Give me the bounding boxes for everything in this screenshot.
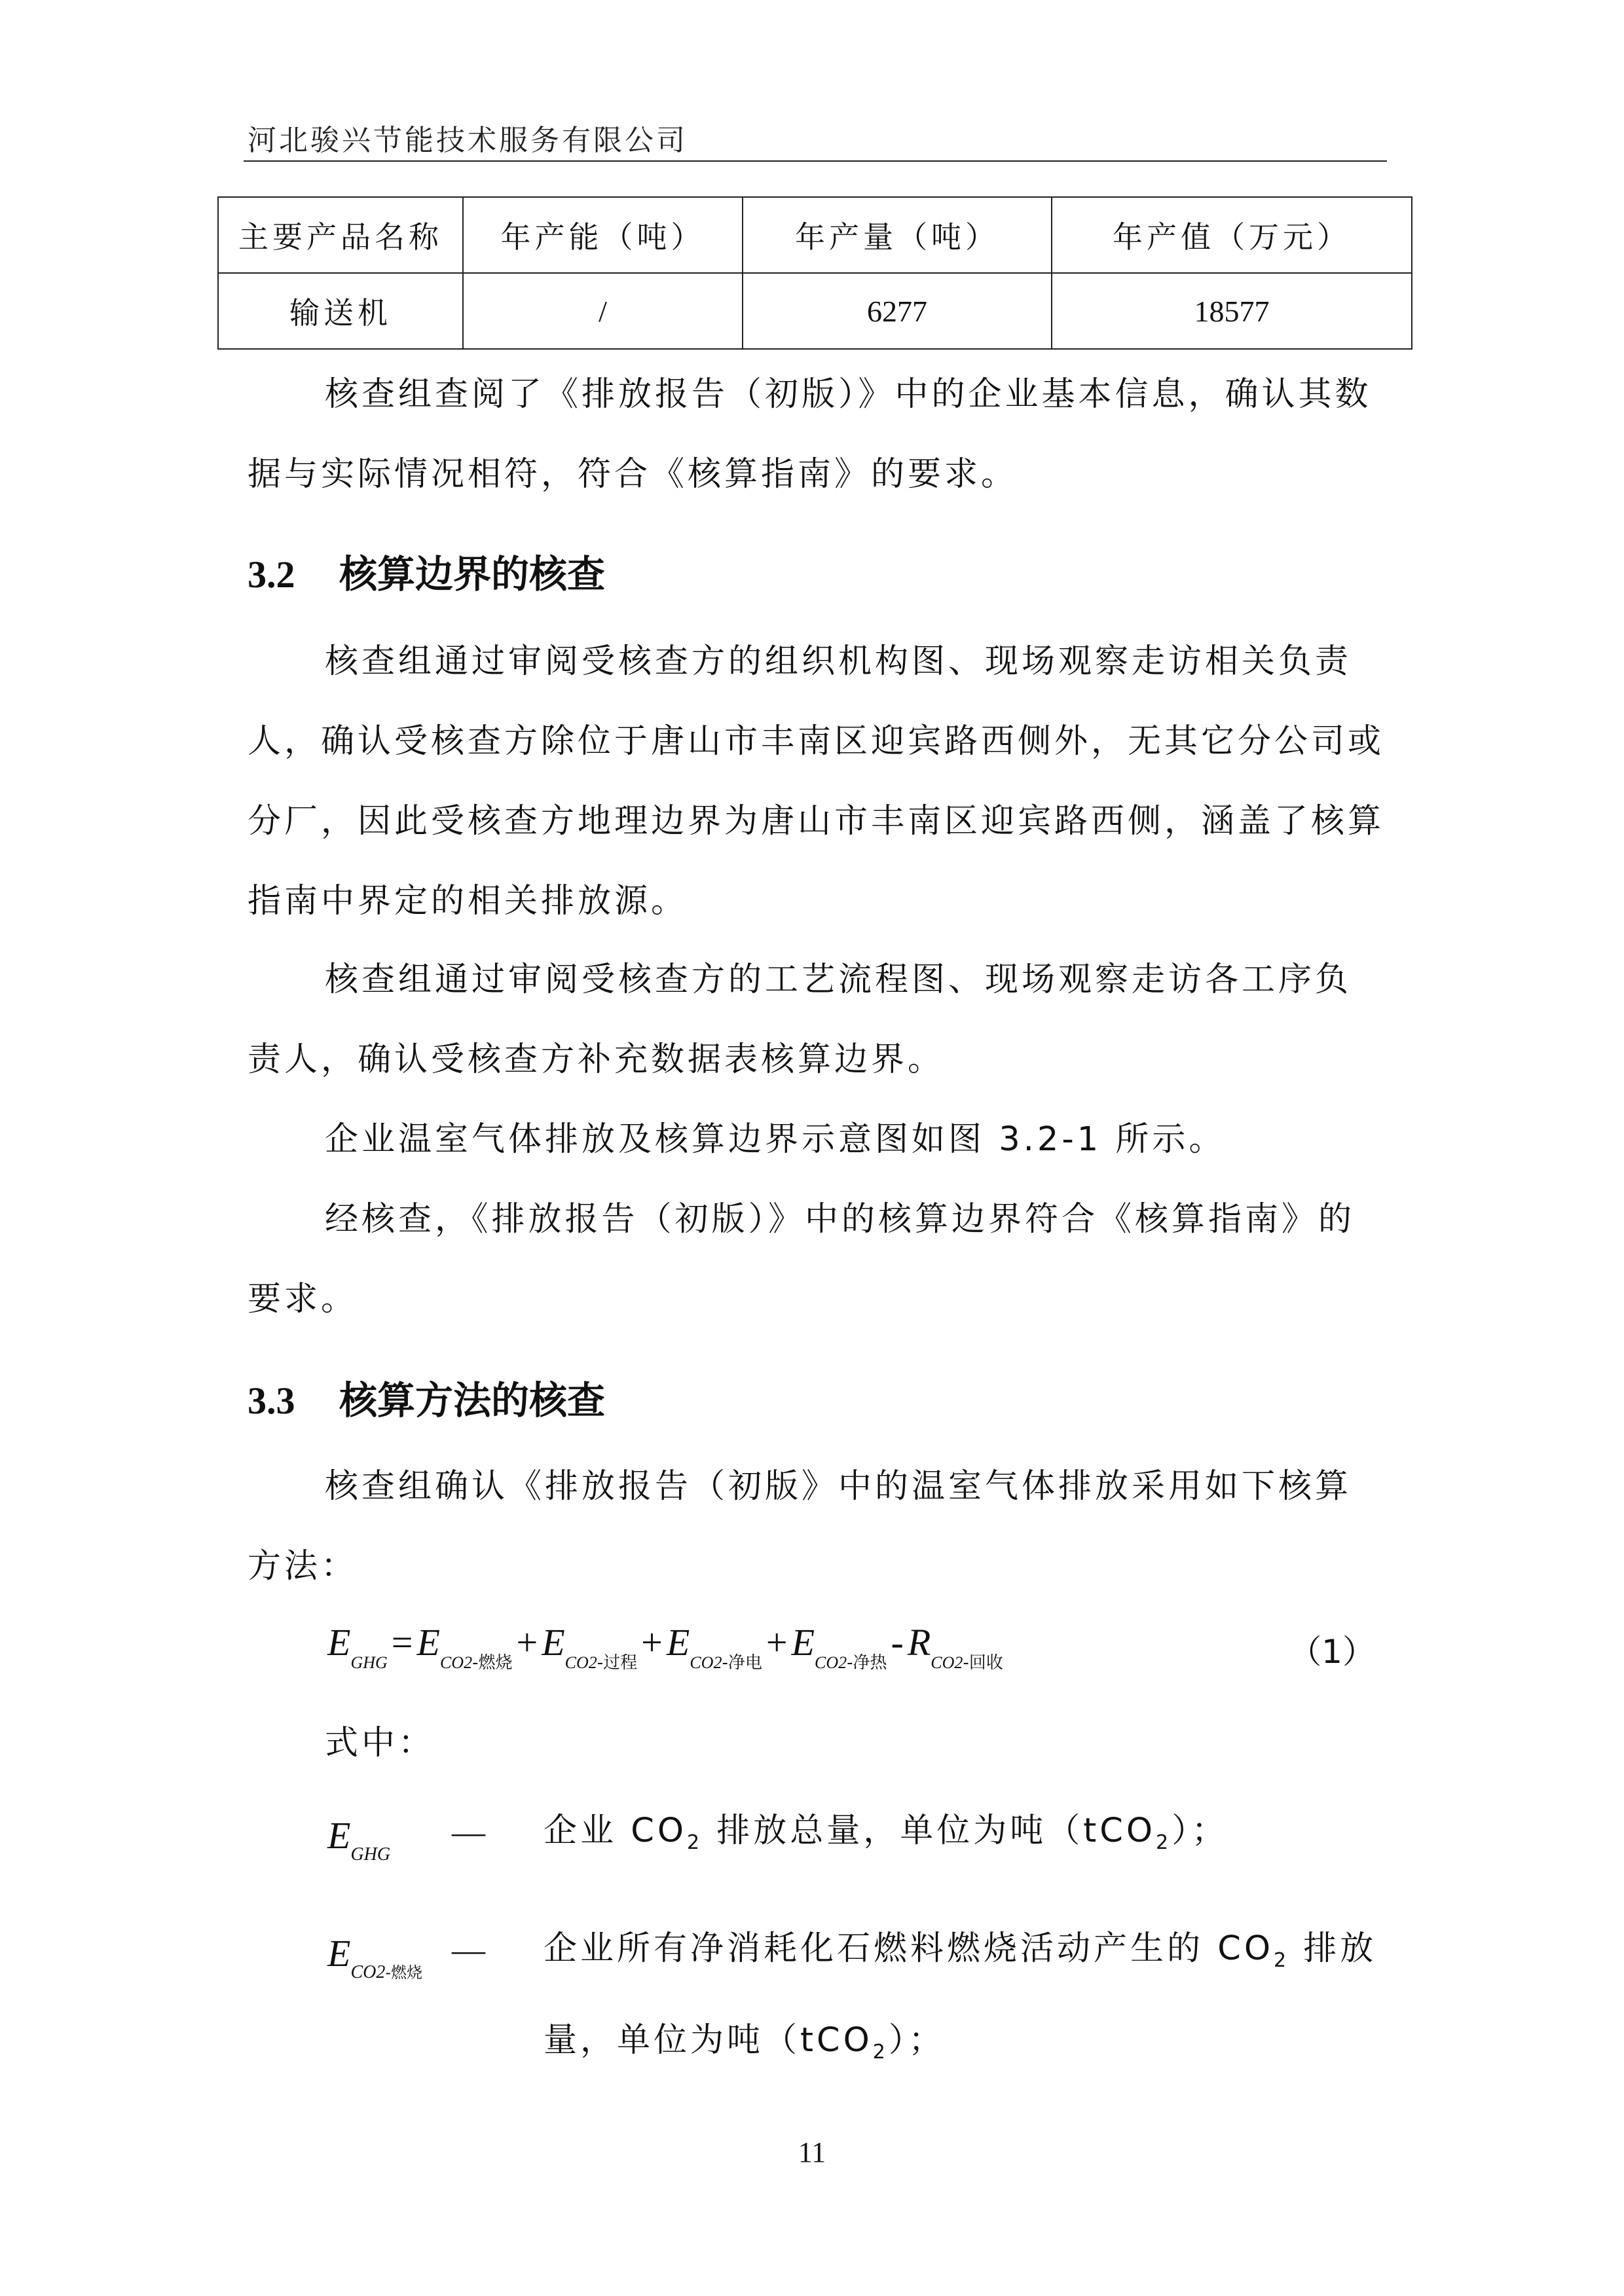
subscript-two: 2 bbox=[1273, 1949, 1290, 1973]
page-number: 11 bbox=[798, 2136, 826, 2168]
table-cell: 输送机 bbox=[218, 273, 463, 349]
definition-dash: — bbox=[452, 1932, 489, 1969]
formula-two: 2 bbox=[588, 1653, 597, 1672]
table-header-cell: 年产值（万元） bbox=[1052, 197, 1412, 273]
formula-term: 燃烧 bbox=[391, 1963, 423, 1982]
definition-text-part: ）； bbox=[1172, 1812, 1228, 1850]
table-header-cell: 年产能（吨） bbox=[463, 197, 743, 273]
section-title: 核算方法的核查 bbox=[339, 1378, 606, 1423]
table-header-cell: 年产量（吨） bbox=[743, 197, 1052, 273]
formula-term: 过程 bbox=[603, 1653, 638, 1673]
paragraph-text: 核查组查阅了《排放报告（初版）》中的企业基本信息，确认其数据与实际情况相符，符合《核算指南》的要求。 bbox=[248, 375, 1372, 494]
subscript-two: 2 bbox=[1156, 1831, 1172, 1855]
table-header-row bbox=[218, 197, 1412, 273]
paragraph-text: 经核查，《排放报告（初版）》中的核算边界符合《核算指南》的要求。 bbox=[248, 1200, 1356, 1319]
formula-term: 回收 bbox=[969, 1653, 1003, 1673]
product-table bbox=[217, 196, 1412, 350]
formula-term: 燃烧 bbox=[478, 1653, 513, 1673]
paragraph bbox=[248, 1704, 1387, 1783]
formula-co2: CO bbox=[815, 1653, 839, 1672]
definition-dash: — bbox=[452, 1814, 489, 1851]
paragraph-text: 企业温室气体排放及核算边界示意图如图 3.2-1 所示。 bbox=[325, 1120, 1226, 1159]
definition-subscript: GHG bbox=[350, 1844, 391, 1865]
table-cell: 18577 bbox=[1052, 273, 1412, 349]
paragraph bbox=[248, 622, 1387, 941]
definition-text-part: 企业 CO bbox=[544, 1812, 687, 1850]
definition-text-part: ）； bbox=[888, 2021, 946, 2060]
definition-symbol: $E_{GHG}$ bbox=[327, 1814, 391, 1865]
section-heading bbox=[248, 1370, 605, 1425]
subscript-two: 2 bbox=[872, 2041, 889, 2064]
definition-text-part: 排放量，单位为吨（tCO bbox=[544, 1929, 1377, 2060]
page-header: 河北骏兴节能技术服务有限公司 bbox=[248, 124, 688, 157]
paragraph bbox=[248, 1100, 1387, 1180]
formula-expression: $E_{GHG} = E_{CO2-燃烧} + E_{CO2-过程} + E_{CO2-净电} + E_{CO2-净热} - R_{CO2-回收}$ bbox=[327, 1621, 1003, 1673]
subscript-two: 2 bbox=[686, 1831, 703, 1855]
paragraph bbox=[248, 1447, 1387, 1607]
formula-two: 2 bbox=[713, 1653, 722, 1672]
formula-subscript: GHG bbox=[350, 1653, 388, 1672]
section-title: 核算边界的核查 bbox=[339, 552, 606, 596]
formula-co2: CO bbox=[564, 1653, 589, 1672]
table-row bbox=[218, 273, 1412, 349]
formula-two: 2 bbox=[376, 1962, 386, 1982]
paragraph-text: 核查组确认《排放报告（初版》中的温室气体排放采用如下核算方法： bbox=[248, 1467, 1352, 1586]
formula-term: 净热 bbox=[853, 1653, 887, 1673]
table-cell: 6277 bbox=[743, 273, 1052, 349]
formula-co2: CO bbox=[439, 1653, 464, 1672]
formula-two: 2 bbox=[838, 1653, 847, 1672]
paragraph bbox=[248, 940, 1387, 1100]
formula-co2: CO bbox=[690, 1653, 714, 1672]
table-header-cell: 主要产品名称 bbox=[218, 197, 463, 273]
section-heading bbox=[248, 543, 605, 598]
paragraph bbox=[248, 355, 1387, 515]
paragraph bbox=[248, 1180, 1387, 1339]
emission-formula bbox=[327, 1620, 1375, 1692]
definition-text-part: 排放总量，单位为吨（tCO bbox=[703, 1812, 1156, 1850]
where-label: 式中： bbox=[325, 1724, 435, 1762]
definition-text bbox=[544, 1791, 1388, 1883]
formula-two: 2 bbox=[464, 1653, 473, 1672]
formula-term: 净电 bbox=[728, 1653, 762, 1673]
definition-text-part: 企业所有净消耗化石燃料燃烧活动产生的 CO bbox=[544, 1929, 1274, 1968]
section-number: 3.2 bbox=[248, 553, 295, 596]
paragraph-text: 核查组通过审阅受核查方的组织机构图、现场观察走访相关负责人，确认受核查方除位于唐山市丰南区迎宾路西侧外，无其它分公司或分厂，因此受核查方地理边界为唐山市丰南区迎宾路西侧，涵盖了核算指南中界定的相关排放源。 bbox=[248, 642, 1385, 920]
table-cell: / bbox=[463, 273, 743, 349]
paragraph-text: 核查组通过审阅受核查方的工艺流程图、现场观察走访各工序负责人，确认受核查方补充数据表核算边界。 bbox=[248, 960, 1352, 1079]
definition-symbol: $E_{CO2-燃烧}$ bbox=[327, 1932, 423, 1982]
formula-two: 2 bbox=[954, 1653, 963, 1672]
section-number: 3.3 bbox=[248, 1379, 295, 1422]
formula-number: （1） bbox=[1289, 1633, 1375, 1671]
header-divider bbox=[244, 160, 1387, 162]
formula-co2: CO bbox=[350, 1962, 377, 1982]
formula-co2: CO bbox=[931, 1653, 955, 1672]
definition-text bbox=[544, 1909, 1388, 2092]
